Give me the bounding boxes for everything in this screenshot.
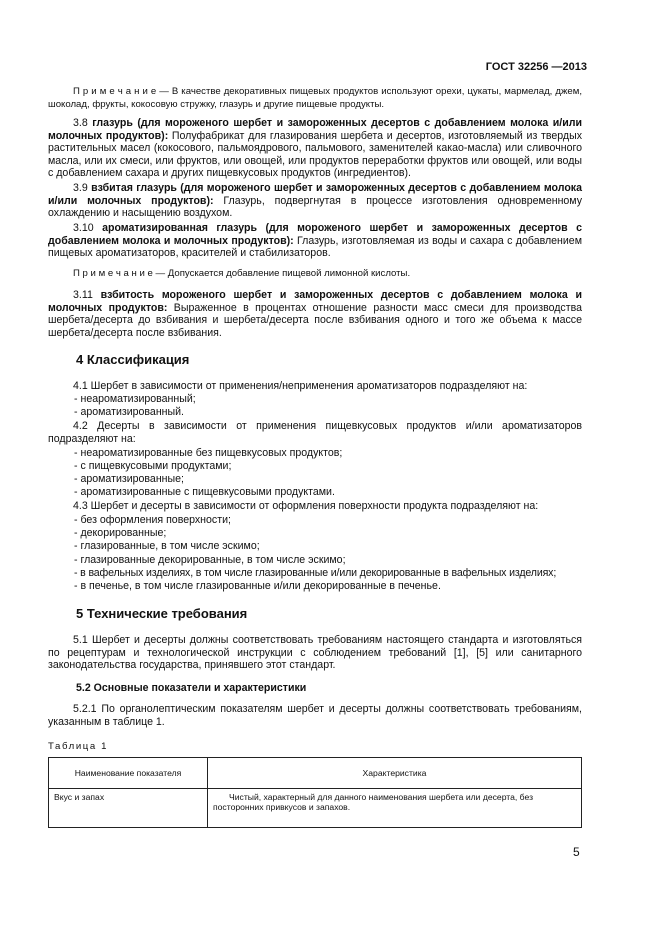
- note-decorative-products: [48, 86, 582, 111]
- table-caption: Таблица 1: [48, 741, 109, 752]
- definition-text: Выраженное в процентах отношение разности масс смеси для производства шербета/десерта до взбивания и шербета/десерта после взбивания одного и того же объема к массе шербета/десерта после взбивания.: [48, 301, 582, 339]
- list-item: - ароматизированный.: [74, 406, 184, 418]
- list-item: - ароматизированные;: [74, 473, 184, 485]
- note-citric-acid: [48, 268, 582, 281]
- definition-3-10: [48, 222, 582, 260]
- definition-number: 3.8: [73, 117, 93, 129]
- subsection-5-2-title: 5.2 Основные показатели и характеристики: [76, 682, 307, 694]
- definition-text: Полуфабрикат для глазирования шербета и десертов, изготовляемый из твердых растительных масел (кокосового, пальмоядрового, пальмового, заменителей какао-масла) или сливочного масла, или их смеси, или фруктов, или овощей, или продуктов переработки фруктов или овощей, или воды с добавлением сахара и других пищевкусовых продуктов (ингредиентов).: [48, 129, 582, 180]
- paragraph-5-1: 5.1 Шербет и десерты должны соответствовать требованиям настоящего стандарта и изготовляться по рецептурам и технологической инструкции с соблюдением требований [1], [5] или санитарного законодательства государства, принявшего этот стандарт.: [48, 634, 582, 672]
- column-header: Наименование показателя: [49, 758, 208, 789]
- list-item: - ароматизированные с пищевкусовыми продуктами.: [74, 486, 335, 498]
- list-item: - без оформления поверхности;: [74, 514, 231, 526]
- definition-term: взбитая глазурь (для мороженого шербет и замороженных десертов с добавлением молока и/или молочных продуктов):: [48, 182, 583, 207]
- list-item: - с пищевкусовыми продуктами;: [74, 460, 232, 472]
- document-id-header: ГОСТ 32256 —2013: [485, 61, 587, 73]
- paragraph-4-3: 4.3 Шербет и десерты в зависимости от оформления поверхности продукта подразделяют на:: [73, 500, 539, 512]
- definition-term: взбитость мороженого шербет и замороженных десертов с добавлением молока и молочных продуктов:: [48, 289, 582, 314]
- note-text: — В качестве декоративных пищевых продуктов используют орехи, цукаты, мармелад, джем, шоколад, фрукты, кокосовую стружку, глазурь и другие пищевые продукты.: [48, 86, 582, 110]
- list-item: - декорированные;: [74, 527, 167, 539]
- section-5-title: 5 Технические требования: [76, 606, 248, 621]
- table-header-row: [49, 758, 582, 789]
- definition-3-8: [48, 117, 582, 180]
- definition-term: ароматизированная глазурь (для мороженого шербет и замороженных десертов с добавлением молока и молочных продуктов):: [48, 222, 582, 247]
- paragraph-4-2: 4.2 Десерты в зависимости от применения пищевкусовых продуктов и/или ароматизаторов подразделяют на:: [48, 420, 582, 445]
- list-item: - в вафельных изделиях, в том числе глазированные и/или декорированные в вафельных изделиях;: [74, 567, 557, 579]
- table-cell: Вкус и запах: [49, 789, 208, 828]
- table-cell: Чистый, характерный для данного наименования шербета или десерта, без посторонних привкусов и запахов.: [208, 789, 582, 828]
- section-4-title: 4 Классификация: [76, 352, 190, 367]
- definition-number: 3.11: [73, 289, 101, 301]
- page-number: 5: [573, 845, 580, 859]
- table-row: [49, 789, 582, 828]
- list-item: - глазированные декорированные, в том числе эскимо;: [74, 554, 346, 566]
- paragraph-5-2-1: 5.2.1 По органолептическим показателям шербет и десерты должны соответствовать требованиям, указанным в таблице 1.: [48, 703, 582, 728]
- column-header: Характеристика: [208, 758, 582, 789]
- note-label: П р и м е ч а н и е: [73, 268, 153, 279]
- definition-text: Глазурь, подвергнутая в процессе изготовления одновременному охлаждению и насыщению воздухом.: [48, 194, 583, 220]
- list-item: - неароматизированные без пищевкусовых продуктов;: [74, 447, 343, 459]
- note-text: — Допускается добавление пищевой лимонной кислоты.: [152, 268, 411, 279]
- paragraph-4-1: 4.1 Шербет в зависимости от применения/неприменения ароматизаторов подразделяют на:: [73, 380, 528, 392]
- list-item: - неароматизированный;: [74, 393, 196, 405]
- definition-3-9: [48, 182, 582, 220]
- definition-term: глазурь (для мороженого шербет и замороженных десертов с добавлением молока и/или молочных продуктов):: [48, 117, 582, 142]
- note-label: П р и м е ч а н и е: [73, 86, 157, 97]
- definition-number: 3.10: [73, 222, 103, 234]
- list-item: - в печенье, в том числе глазированные и/или декорированные в печенье.: [74, 580, 441, 592]
- table-organoleptic: [48, 757, 582, 828]
- list-item: - глазированные, в том числе эскимо;: [74, 540, 260, 552]
- definition-text: Глазурь, изготовляемая из воды и сахара с добавлением пищевых ароматизаторов, красителей и стабилизаторов.: [48, 234, 582, 260]
- definition-number: 3.9: [73, 182, 92, 194]
- definition-3-11: [48, 289, 582, 339]
